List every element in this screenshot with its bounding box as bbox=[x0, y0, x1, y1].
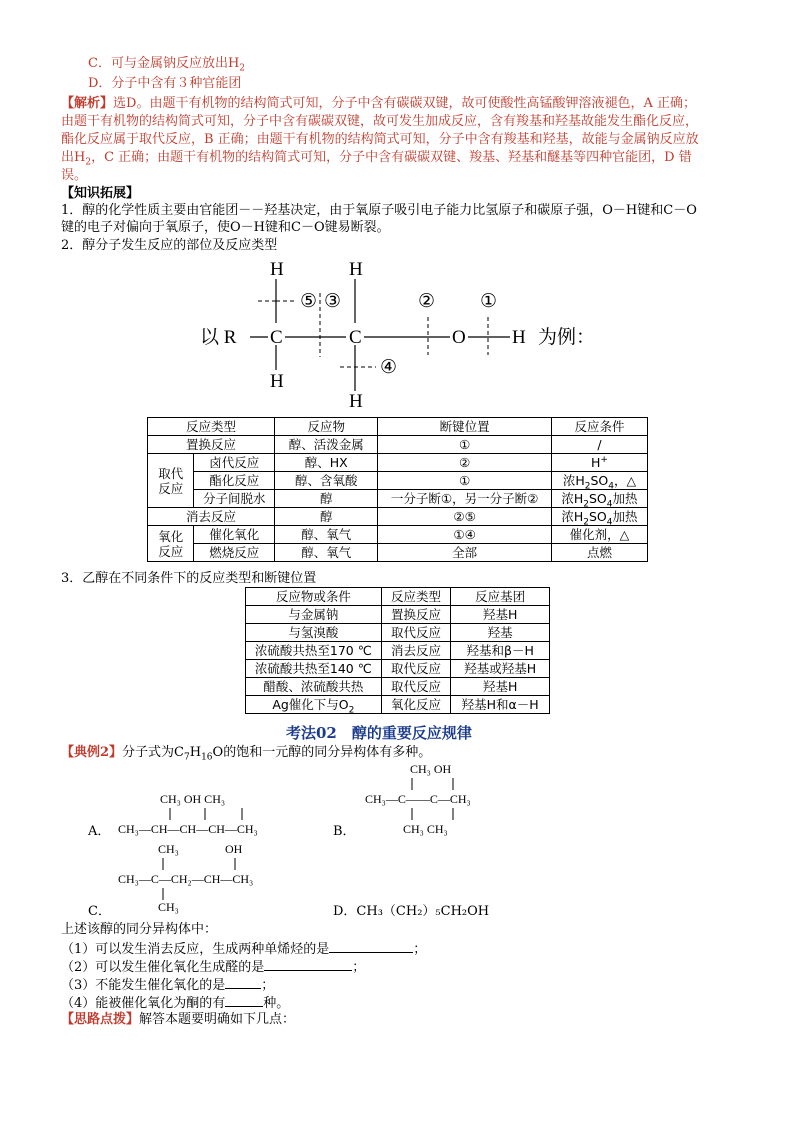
knowledge-p1b: 键的电子对偏向于氧原子，使O－H键和C－O键易断裂。 bbox=[61, 220, 390, 235]
table-cell: 置换反应 bbox=[148, 436, 275, 454]
marker-4: ④ bbox=[380, 357, 398, 378]
marker-3: ③ bbox=[324, 291, 342, 312]
table-row bbox=[148, 472, 648, 490]
hint: 【思路点拨】解答本题要明确如下几点： bbox=[61, 1012, 296, 1027]
table-row bbox=[148, 526, 648, 544]
knowledge-p1a: 1．醇的化学性质主要由官能团－－羟基决定，由于氧原子吸引电子能力比氢原子和碳原子强，O－H键和C－O bbox=[61, 203, 697, 218]
table-cell: 取代反应 bbox=[381, 660, 451, 678]
table-cell: H+ bbox=[551, 454, 647, 472]
diagram-o: O bbox=[452, 327, 466, 348]
option-c: C．可与金属钠反应放出$H_2$ bbox=[88, 56, 246, 74]
table-cell: 醇 bbox=[275, 508, 378, 526]
marker-1: ① bbox=[480, 291, 498, 312]
question-4: （4）能被催化氧化为酮的有 种。 bbox=[61, 996, 290, 1011]
question-1: （1）可以发生消去反应，生成两种单烯烃的是 ； bbox=[61, 942, 427, 957]
table-cell: 醋酸、浓硫酸共热 bbox=[246, 678, 382, 696]
table-cell: 取代反应 bbox=[381, 624, 451, 642]
table-header: 反应类型 bbox=[148, 418, 275, 436]
structure-b-label: B． bbox=[333, 824, 356, 839]
table-cell: 氧化反应 bbox=[381, 696, 451, 714]
table-cell: 羟基H和α－H bbox=[451, 696, 550, 714]
table-cell: 醇 bbox=[275, 490, 378, 508]
table-cell: 全部 bbox=[378, 544, 552, 562]
reaction-table bbox=[147, 417, 648, 562]
table-header: 反应类型 bbox=[381, 588, 451, 606]
diagram-h-top2: H bbox=[349, 259, 363, 280]
answer-blank-3[interactable] bbox=[225, 976, 261, 989]
table-cell: 醇、氧气 bbox=[275, 526, 378, 544]
paragraph-3: 3．乙醇在不同条件下的反应类型和断键位置 bbox=[61, 571, 317, 586]
structure-c-main: CH₃—C—CH₂—CH—CH₃ bbox=[118, 872, 254, 886]
diagram-h-end: H bbox=[512, 327, 526, 348]
analysis-line-2: 由题干有机物的结构简式可知，分子中含有碳碳双键，故可发生加成反应，含有羧基和羟基故能发生酯化反应， bbox=[61, 114, 699, 129]
section-title: 考法02 醇的重要反应规律 bbox=[286, 724, 472, 742]
example-2: 【典例2】分子式为$C_7H_{16}O$的饱和一元醇的同分异构体有多种。 bbox=[61, 745, 432, 763]
bond-cleavage-diagram bbox=[200, 255, 620, 415]
table-row bbox=[148, 544, 648, 562]
answer-blank-2[interactable] bbox=[264, 958, 352, 971]
table-cell: 与金属钠 bbox=[246, 606, 382, 624]
answer-blank-1[interactable] bbox=[329, 940, 413, 953]
table-cell: 一分子断①，另一分子断② bbox=[378, 490, 552, 508]
structure-a-label: A． bbox=[88, 824, 111, 839]
table-header: 反应条件 bbox=[551, 418, 647, 436]
ethanol-table bbox=[245, 587, 550, 714]
table-cell: 与氢溴酸 bbox=[246, 624, 382, 642]
table-cell: 分子间脱水 bbox=[194, 490, 275, 508]
table-cell: 消去反应 bbox=[381, 642, 451, 660]
structure-c-label: C． bbox=[88, 904, 111, 919]
table-cell: 浓$H_2SO_4$加热 bbox=[551, 490, 647, 508]
option-d: D．分子中含有３种官能团 bbox=[88, 76, 242, 91]
table-cell: ② bbox=[378, 454, 552, 472]
table-row bbox=[148, 454, 648, 472]
diagram-c1: C bbox=[270, 327, 283, 348]
table-cell: 羟基和β－H bbox=[451, 642, 550, 660]
table-row bbox=[246, 588, 550, 606]
table-cell: ① bbox=[378, 436, 552, 454]
structure-b-bot: CH₃ CH₃ bbox=[403, 822, 448, 836]
table-cell: 置换反应 bbox=[381, 606, 451, 624]
table-cell: 羟基H bbox=[451, 678, 550, 696]
table-row bbox=[246, 660, 550, 678]
diagram-h-bot2: H bbox=[349, 391, 363, 412]
table-row bbox=[246, 678, 550, 696]
table-cell: 浓$H_2SO_4$加热 bbox=[551, 508, 647, 526]
marker-5: ⑤ bbox=[300, 291, 318, 312]
structure-b-top: CH₃ OH bbox=[410, 762, 452, 776]
questions-intro: 上述该醇的同分异构体中： bbox=[61, 922, 218, 937]
table-header: 反应物 bbox=[275, 418, 378, 436]
table-cell: 浓$H_2SO_4$，△ bbox=[551, 472, 647, 490]
structure-b-main: CH₃—C——C—CH₃ bbox=[365, 792, 471, 806]
table-row bbox=[148, 508, 648, 526]
table-cell: 浓硫酸共热至140 ℃ bbox=[246, 660, 382, 678]
diagram-prefix: 以 R bbox=[200, 327, 237, 348]
table-row bbox=[246, 606, 550, 624]
table-header: 反应基团 bbox=[451, 588, 550, 606]
structure-b-bonds-top bbox=[410, 776, 470, 792]
table-cell: 燃烧反应 bbox=[194, 544, 275, 562]
table-cell: 点燃 bbox=[551, 544, 647, 562]
table-header: 断键位置 bbox=[378, 418, 552, 436]
table-row bbox=[246, 696, 550, 714]
analysis-line-1: 【解析】选D。由题干有机物的结构简式可知，分子中含有碳碳双键，故可使酸性高锰酸钾溶液褪色，A 正确； bbox=[61, 96, 696, 111]
table-cell: 羟基H bbox=[451, 606, 550, 624]
table-row bbox=[148, 490, 648, 508]
table-cell: ① bbox=[378, 472, 552, 490]
knowledge-p2: 2．醇分子发生反应的部位及反应类型 bbox=[61, 238, 278, 253]
structure-a-main: CH₃—CH—CH—CH—CH₃ bbox=[118, 822, 258, 836]
table-cell: 酯化反应 bbox=[194, 472, 275, 490]
structure-c-bot: CH₃ bbox=[158, 900, 179, 914]
answer-blank-4[interactable] bbox=[225, 994, 263, 1007]
structure-c-bonds-top bbox=[158, 856, 268, 872]
table-header: 反应物或条件 bbox=[246, 588, 382, 606]
table-cell: 取代反应 bbox=[381, 678, 451, 696]
structure-a-top: CH₃ OH CH₃ bbox=[160, 792, 226, 806]
diagram-h-top1: H bbox=[270, 259, 284, 280]
structure-c-top1: CH₃ bbox=[158, 842, 179, 856]
table-group-cell: 取代 反应 bbox=[148, 454, 194, 508]
table-row bbox=[246, 642, 550, 660]
table-row bbox=[246, 624, 550, 642]
question-3: （3）不能发生催化氧化的是 ； bbox=[61, 978, 275, 993]
table-cell: 羟基 bbox=[451, 624, 550, 642]
question-2: （2）可以发生催化氧化生成醛的是 ； bbox=[61, 960, 366, 975]
structure-c-top2: OH bbox=[225, 842, 243, 856]
table-cell: ①④ bbox=[378, 526, 552, 544]
analysis-line-3: 酯化反应属于取代反应，B 正确；由题干有机物的结构简式可知，分子中含有羧基和羟基，故能与金属钠反应放 bbox=[61, 132, 699, 147]
table-cell: ②⑤ bbox=[378, 508, 552, 526]
analysis-line-5: 误。 bbox=[61, 168, 88, 183]
table-cell: 消去反应 bbox=[148, 508, 275, 526]
table-cell: 醇、HX bbox=[275, 454, 378, 472]
structure-a-bonds bbox=[160, 806, 270, 822]
table-cell: 卤代反应 bbox=[194, 454, 275, 472]
table-cell: 浓硫酸共热至170 ℃ bbox=[246, 642, 382, 660]
table-cell: 催化剂，△ bbox=[551, 526, 647, 544]
table-row bbox=[148, 436, 648, 454]
diagram-suffix: 为例： bbox=[538, 327, 596, 348]
structure-d: D．CH₃（CH₂）₅CH₂OH bbox=[333, 904, 490, 919]
diagram-h-bot1: H bbox=[270, 371, 284, 392]
table-cell: 羟基或羟基H bbox=[451, 660, 550, 678]
table-cell: Ag催化下与$O_2$ bbox=[246, 696, 382, 714]
table-row bbox=[148, 418, 648, 436]
table-cell: / bbox=[551, 436, 647, 454]
structure-b-bonds-bot bbox=[410, 806, 470, 822]
marker-2: ② bbox=[418, 291, 436, 312]
table-cell: 醇、含氧酸 bbox=[275, 472, 378, 490]
table-cell: 催化氧化 bbox=[194, 526, 275, 544]
analysis-line-4: 出$H_2$，C 正确；由题干有机物的结构简式可知，分子中含有碳碳双键、羧基、羟基和醚基等四种官能团，D 错 bbox=[61, 150, 692, 168]
diagram-c2: C bbox=[349, 327, 362, 348]
table-cell: 醇、氧气 bbox=[275, 544, 378, 562]
knowledge-tag: 【知识拓展】 bbox=[61, 186, 140, 201]
table-group-cell: 氧化 反应 bbox=[148, 526, 194, 562]
table-cell: 醇、活泼金属 bbox=[275, 436, 378, 454]
